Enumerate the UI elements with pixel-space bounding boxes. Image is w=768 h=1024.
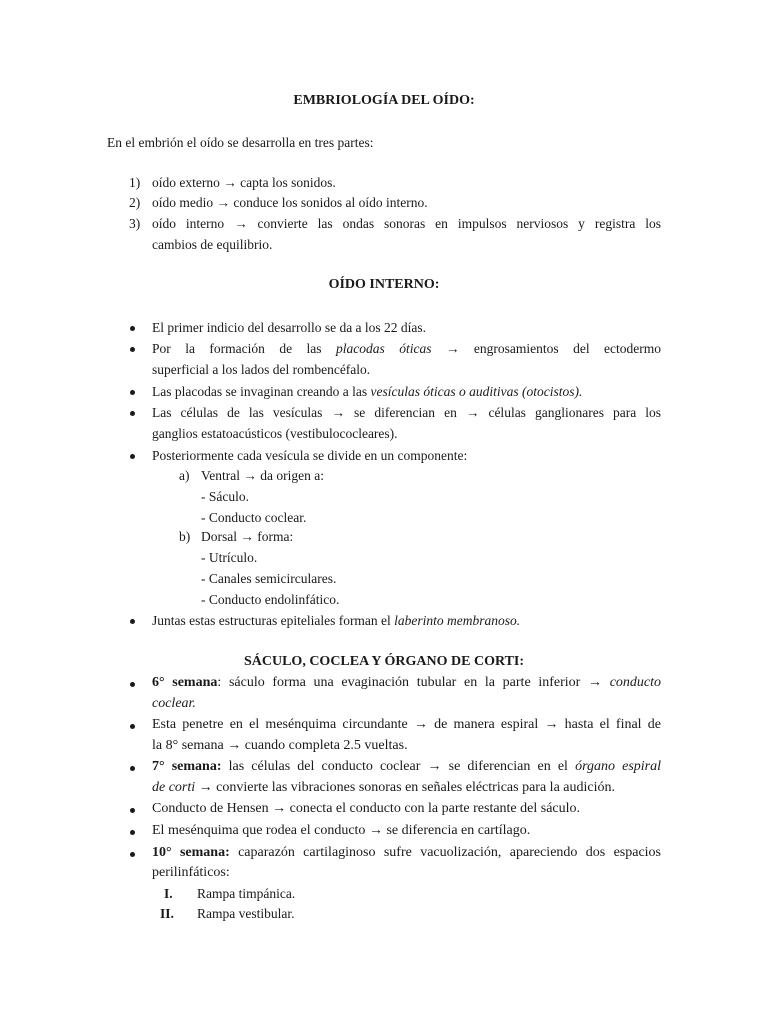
bullet-item: Las placodas se invaginan creando a las vesículas óticas o auditivas (otocistos).	[152, 384, 583, 399]
arrow-icon: →	[368, 823, 383, 838]
bullet-item: 7° semana: las células del conducto coclear → se diferencian en el órgano espiral	[152, 759, 662, 774]
arrow-icon: →	[427, 759, 442, 774]
arrow-icon: →	[243, 468, 257, 483]
bullet-icon	[130, 411, 135, 416]
bullet-icon	[130, 347, 135, 352]
bullet-item: Las células de las vesículas → se diferencian en → células ganglionares para los	[152, 405, 662, 420]
arrow-icon: →	[223, 175, 237, 190]
arrow-icon: →	[588, 675, 602, 690]
bullet-continuation: coclear.	[152, 696, 196, 711]
arrow-icon: →	[227, 738, 242, 753]
bullet-continuation: perilinfáticos:	[152, 865, 230, 880]
bullet-icon	[130, 766, 135, 771]
list-item: oído interno → convierte las ondas sonoras en impulsos nerviosos y registra los	[152, 216, 661, 231]
document-title: EMBRIOLOGÍA DEL OÍDO:	[293, 93, 475, 108]
arrow-icon: →	[272, 801, 287, 816]
arrow-icon: →	[198, 780, 213, 795]
bullet-icon	[130, 808, 135, 813]
list-number: 3)	[129, 216, 141, 231]
arrow-icon: →	[331, 405, 345, 420]
bullet-item: El mesénquima que rodea el conducto → se diferencia en cartílago.	[152, 823, 531, 838]
arrow-icon: →	[465, 405, 480, 420]
bullet-item: Juntas estas estructuras epiteliales forman el laberinto membranoso.	[152, 613, 521, 628]
bullet-continuation: superficial a los lados del rombencéfalo.	[152, 362, 371, 377]
bullet-icon	[130, 852, 135, 857]
sublist-subitem: - Canales semicirculares.	[201, 571, 337, 586]
bullet-continuation: ganglios estatoacústicos (vestibulococleares).	[152, 426, 398, 441]
bullet-icon	[130, 724, 135, 729]
bullet-icon	[130, 682, 135, 687]
roman-list-item: Rampa timpánica.	[197, 886, 296, 901]
sublist-subitem: - Conducto coclear.	[201, 510, 307, 525]
bullet-item: 6° semana: sáculo forma una evaginación tubular en la parte inferior → conducto	[152, 675, 662, 690]
arrow-icon: →	[240, 529, 254, 544]
bullet-continuation: de corti → convierte las vibraciones sonoras en señales eléctricas para la audición.	[152, 780, 615, 795]
list-item: oído externo → capta los sonidos.	[152, 175, 336, 190]
arrow-icon: →	[413, 717, 428, 732]
bullet-item: Posteriormente cada vesícula se divide en un componente:	[152, 448, 468, 463]
roman-numeral: I.	[164, 886, 173, 901]
arrow-icon: →	[445, 341, 460, 356]
bullet-item: 10° semana: caparazón cartilaginoso sufre vacuolización, apareciendo dos espacios	[152, 845, 662, 860]
bullet-item: Esta penetre en el mesénquima circundante → de manera espiral → hasta el final de	[152, 717, 661, 732]
section-heading: OÍDO INTERNO:	[328, 277, 440, 292]
arrow-icon: →	[216, 195, 230, 210]
bullet-icon	[130, 830, 135, 835]
bullet-item: Por la formación de las placodas óticas → engrosamientos del ectodermo	[152, 341, 662, 356]
bullet-icon	[130, 326, 135, 331]
bullet-item: Conducto de Hensen → conecta el conducto con la parte restante del sáculo.	[152, 801, 581, 816]
section-heading: SÁCULO, COCLEA Y ÓRGANO DE CORTI:	[243, 654, 525, 669]
sublist-subitem: - Conducto endolinfático.	[201, 592, 340, 607]
bullet-continuation: la 8° semana → cuando completa 2.5 vueltas.	[152, 738, 408, 753]
sublist-item: Dorsal → forma:	[201, 529, 294, 544]
arrow-icon: →	[234, 216, 248, 231]
arrow-icon: →	[544, 717, 559, 732]
roman-numeral: II.	[160, 906, 174, 921]
list-number: 1)	[129, 175, 141, 190]
sublist-letter: b)	[179, 529, 191, 544]
list-number: 2)	[129, 195, 141, 210]
intro-paragraph: En el embrión el oído se desarrolla en tres partes:	[107, 135, 374, 150]
bullet-icon	[130, 619, 135, 624]
bullet-item: El primer indicio del desarrollo se da a los 22 días.	[152, 320, 427, 335]
sublist-subitem: - Utrículo.	[201, 550, 258, 565]
sublist-letter: a)	[179, 468, 190, 483]
bullet-icon	[130, 390, 135, 395]
list-item-continuation: cambios de equilibrio.	[152, 237, 273, 252]
roman-list-item: Rampa vestibular.	[197, 906, 295, 921]
list-item: oído medio → conduce los sonidos al oído interno.	[152, 195, 428, 210]
sublist-item: Ventral → da origen a:	[201, 468, 324, 483]
sublist-subitem: - Sáculo.	[201, 489, 249, 504]
bullet-icon	[130, 454, 135, 459]
